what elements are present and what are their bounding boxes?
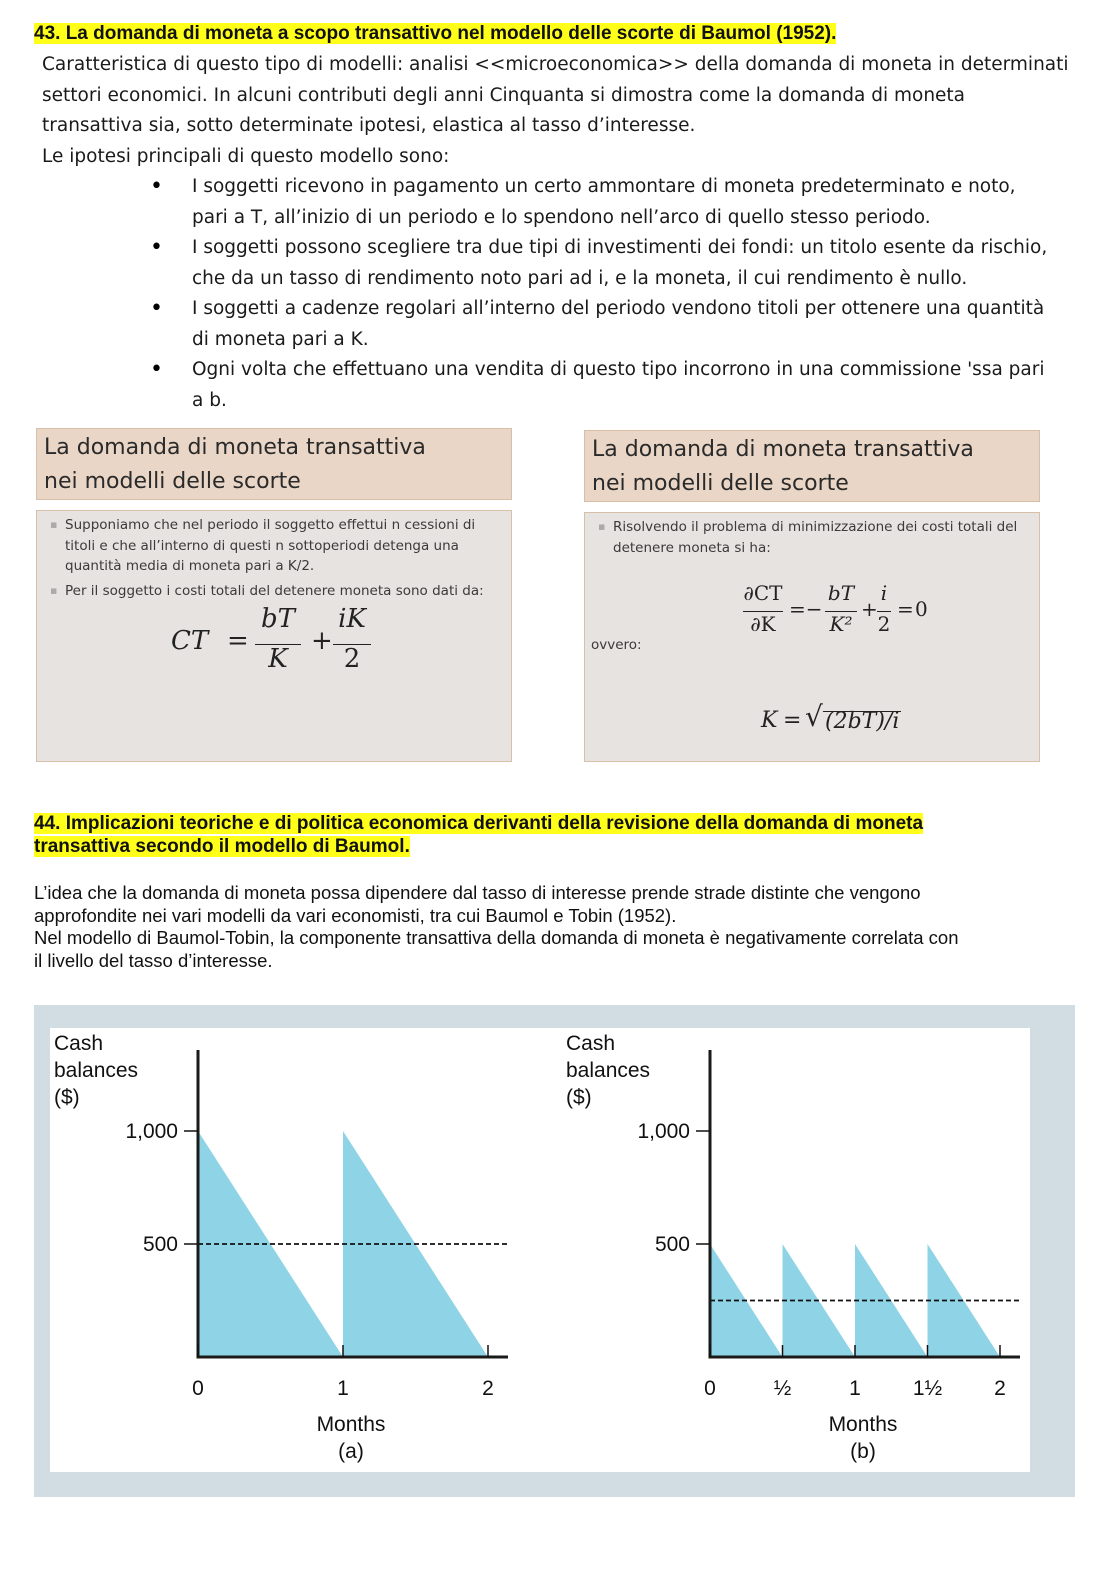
hypothesis-item: • I soggetti a cadenze regolari all’interno del periodo vendono titoli per ottenere una quantità di moneta pari a K. (150, 294, 1080, 355)
x-tick-label: 2 (482, 1377, 494, 1400)
x-axis-label: Months (316, 1413, 386, 1436)
chart-panel-b (696, 1050, 1020, 1359)
y-tick-label: 1,000 (125, 1120, 178, 1143)
x-tick-label: 2 (994, 1377, 1006, 1400)
x-tick-label: 1 (849, 1377, 861, 1400)
hypothesis-item: • Ogni volta che effettuano una vendita di questo tipo incorrono in una commissione 'ssa pari a b. (150, 355, 1080, 416)
slide-left-point-1: ▪ Supponiamo che nel periodo il soggetto effettui n cessioni di titoli e che all’interno di questi n sottoperiodi detenga una quantità media di moneta pari a K/2. (43, 515, 505, 577)
slide-right-body (584, 512, 1040, 762)
chart-panel-a (184, 1050, 508, 1359)
hypotheses-list (150, 172, 1080, 416)
section-43-title: 43. La domanda di moneta a scopo transattivo nel modello delle scorte di Baumol (1952). (34, 23, 837, 44)
panel-label: (a) (338, 1440, 364, 1463)
x-tick-label: 1 (337, 1377, 349, 1400)
intro-line: settori economici. In alcuni contributi degli anni Cinquanta si dimostra come la domanda di moneta (42, 84, 966, 106)
intro-line: transattiva sia, sotto determinate ipotesi, elastica al tasso d’interesse. (42, 115, 696, 136)
slide-left-point-2: ▪ Per il soggetto i costi totali del detenere moneta sono dati da: (43, 581, 505, 602)
section-44-title: 44. Implicazioni teoriche e di politica economica derivanti della revisione della domanda di moneta transattiva secondo il modello di Baumol. (34, 813, 924, 857)
sqrt-sign: √ (805, 700, 823, 733)
hypothesis-item: • I soggetti possono scegliere tra due tipi di investimenti dei fondi: un titolo esente da rischio, che da un tasso di rendimento noto pari ad i, e la moneta, il cui rendimento è nullo. (150, 233, 1080, 294)
hypothesis-item: • I soggetti ricevono in pagamento un certo ammontare di moneta predeterminato e noto, pari a T, all’inizio di un periodo e lo spendono nell’arco di quello stesso periodo. (150, 172, 1080, 233)
y-tick-label: 500 (654, 1233, 690, 1256)
x-tick-label: 0 (704, 1377, 716, 1400)
chart-figure-panel (50, 1028, 1030, 1472)
baumol-cash-balance-charts (50, 1028, 1030, 1472)
derivative-formula: ∂CT ∂K =− bT K² + i 2 = 0 (743, 581, 928, 636)
y-axis-label: Cash (566, 1032, 616, 1055)
intro-line: Caratteristica di questo tipo di modelli: analisi <<microeconomica>> della domanda di moneta in determinati (42, 54, 1069, 75)
y-axis-label: balances (566, 1059, 651, 1082)
ovvero-label: ovvero: (591, 637, 642, 653)
x-tick-label: ½ (773, 1377, 792, 1400)
y-tick-label: 1,000 (637, 1120, 690, 1143)
optimal-k-formula: K = √ (2bT)/i (761, 700, 900, 734)
x-axis-label: Months (828, 1413, 898, 1436)
section-44-paragraph: L’idea che la domanda di moneta possa dipendere dal tasso di interesse prende strade distinte che vengono approfondite nei vari modelli da vari economisti, tra cui Baumol e Tobin (1952). Nel modello di Baumol-Tobin, la componente transattiva della domanda di moneta è negativamente correlata con il livello del tasso d’interesse. (34, 882, 959, 971)
total-cost-formula: CT = bT K + iK 2 (171, 613, 371, 683)
slide-left-title: La domanda di moneta transattiva nei modelli delle scorte (36, 428, 512, 500)
y-tick-label: 500 (142, 1233, 178, 1256)
panel-label: (b) (850, 1440, 876, 1463)
section-43-intro (42, 50, 1092, 172)
y-axis-label: ($) (54, 1086, 80, 1109)
y-axis-label: Cash (54, 1032, 104, 1055)
slide-left-body (36, 510, 512, 762)
x-tick-label: 1½ (912, 1377, 943, 1400)
y-axis-label: ($) (566, 1086, 592, 1109)
slide-right-title: La domanda di moneta transattiva nei modelli delle scorte (584, 430, 1040, 502)
y-axis-label: balances (54, 1059, 139, 1082)
intro-line: Le ipotesi principali di questo modello sono: (42, 145, 450, 167)
slide-right-point-1: ▪ Risolvendo il problema di minimizzazione dei costi totali del detenere moneta si ha: (591, 517, 1033, 558)
x-tick-label: 0 (192, 1377, 204, 1400)
